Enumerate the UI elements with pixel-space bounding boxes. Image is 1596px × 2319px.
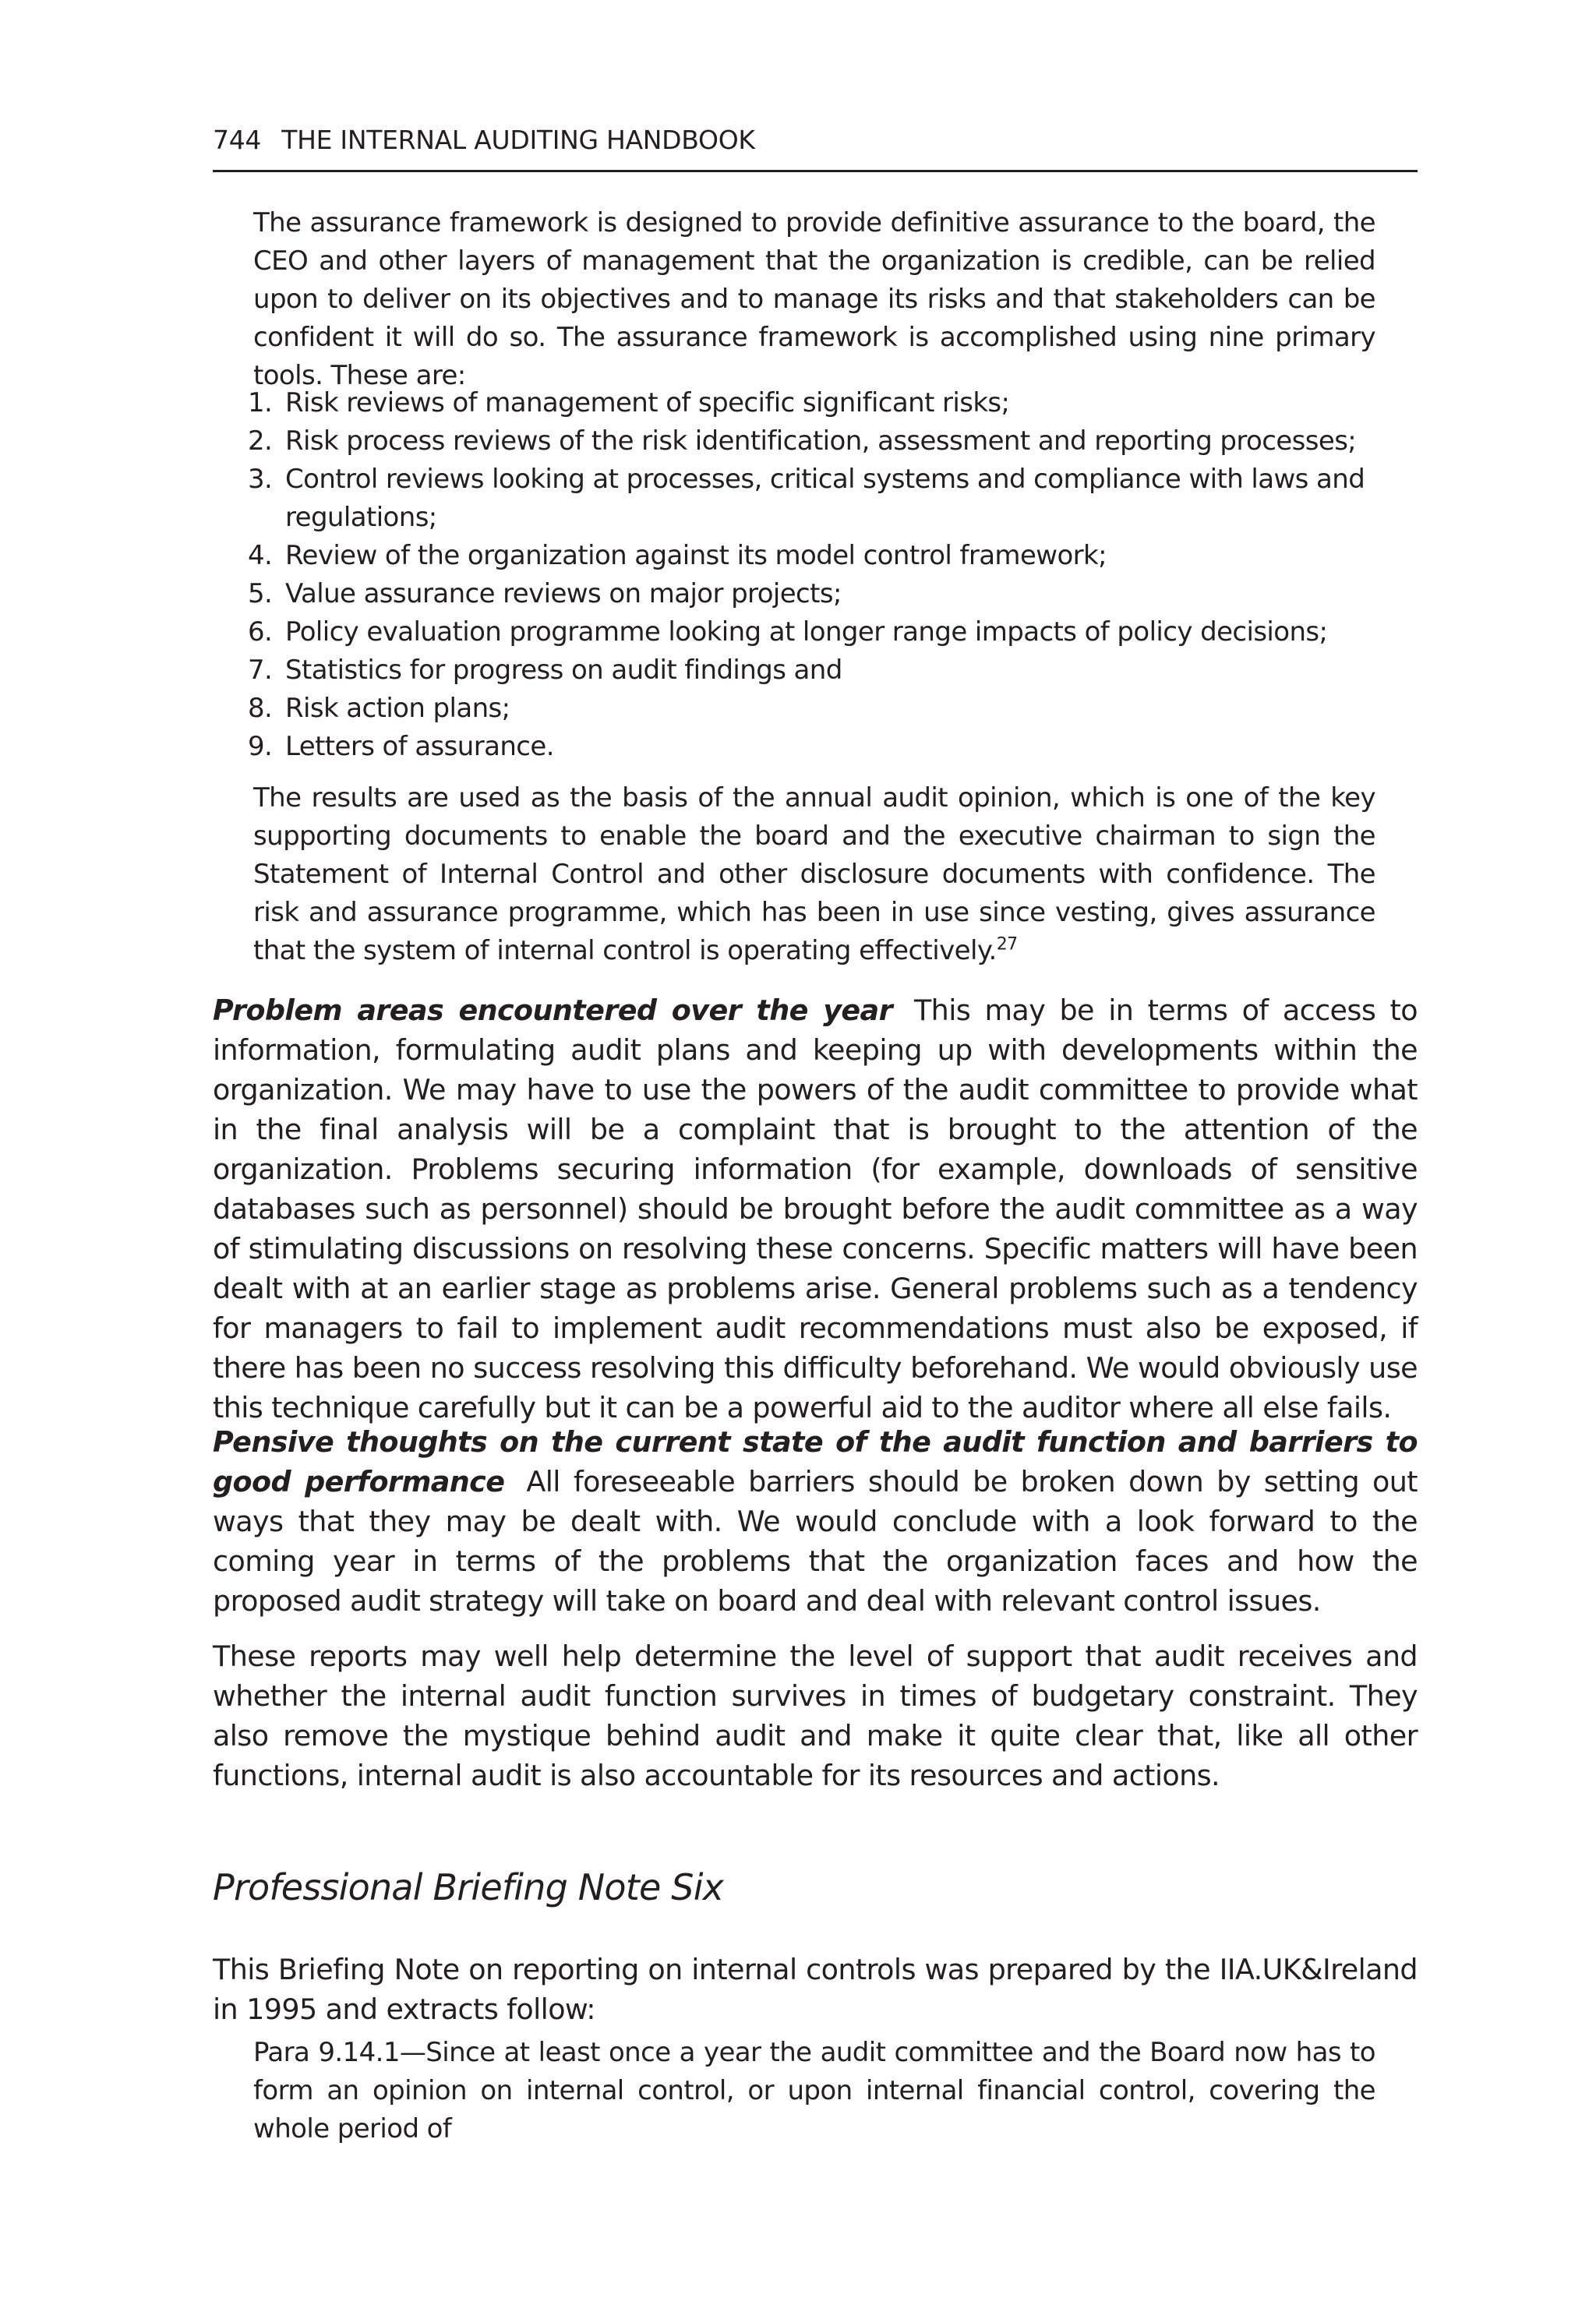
- paragraph-text: This may be in terms of access to information, formulating audit plans and keeping up with developments within the organization. We may have to use the powers of the audit committee to provide what in the final analysis will be a complaint that is brought to the attention of the organization. Problems securing information (for example, downloads of sensitive databases such as personnel) should be brought before the audit committee as a way of stimulating discussions on resolving these concerns. Specific matters will have been dealt with at an earlier stage as problems arise. General problems such as a tendency for managers to fail to implement audit recommendations must also be exposed, if there has been no success resolving this difficulty beforehand. We would obviously use this technique carefully but it can be a powerful aid to the auditor where all else fails.: [213, 994, 1418, 1424]
- results-quote-text: The results are used as the basis of the annual audit opinion, which is one of the key supporting documents to enable the board and the executive chairman to sign the Statement of Internal Control and other disclosure documents with confidence. The risk and assurance programme, which has been in use since vesting, gives assurance that the system of internal control is operating effectively.: [253, 782, 1375, 966]
- page-number: 744: [213, 125, 262, 155]
- paragraph-text: All foreseeable barriers should be broken down by setting out ways that they may be dealt with. We would conclude with a look forward to the coming year in terms of the problems that the organization faces and how the proposed audit strategy will take on board and deal with relevant control issues.: [213, 1465, 1418, 1618]
- results-quote: [253, 779, 1375, 970]
- footnote-marker: 27: [996, 934, 1018, 955]
- para-quote: Para 9.14.1—Since at least once a year the audit committee and the Board now has to form an opinion on internal control, or upon internal financial control, covering the whole period of: [253, 2037, 1375, 2144]
- list-item: 1. Risk reviews of management of specific significant risks;: [248, 387, 1010, 418]
- reports-paragraph: These reports may well help determine the level of support that audit receives and whether the internal audit function survives in times of budgetary constraint. They also remove the mystique behind audit and make it quite clear that, like all other functions, internal audit is also accountable for its resources and actions.: [213, 1640, 1418, 1792]
- problem-areas-paragraph: [213, 990, 1418, 1428]
- list-item: 3. Control reviews looking at processes, critical systems and compliance with laws and regulations;: [248, 464, 1365, 533]
- list-item: 8. Risk action plans;: [248, 693, 510, 724]
- running-title: THE INTERNAL AUDITING HANDBOOK: [281, 125, 755, 155]
- section-title: Professional Briefing Note Six: [213, 1866, 724, 1908]
- list-item: 5. Value assurance reviews on major projects;: [248, 578, 842, 609]
- list-item: 6. Policy evaluation programme looking at longer range impacts of policy decisions;: [248, 616, 1328, 648]
- list-item: 7. Statistics for progress on audit findings and: [248, 655, 842, 686]
- tools-list: [248, 384, 1378, 766]
- briefing-intro-paragraph: This Briefing Note on reporting on internal controls was prepared by the IIA.UK&Ireland in 1995 and extracts follow:: [213, 1953, 1418, 2026]
- list-item: 4. Review of the organization against its model control framework;: [248, 540, 1107, 571]
- run-in-heading: Pensive thoughts on the current state of the audit function and barriers to good performance: [213, 1425, 1418, 1498]
- intro-quote: The assurance framework is designed to provide definitive assurance to the board, the CEO and other layers of management that the organization is credible, can be relied upon to deliver on its objectives and to manage its risks and that stakeholders can be confident it will do so. The assurance framework is accomplished using nine primary tools. These are:: [253, 207, 1375, 391]
- list-item: 2. Risk process reviews of the risk identification, assessment and reporting processes;: [248, 425, 1357, 457]
- running-header: [213, 123, 1418, 172]
- run-in-heading: Problem areas encountered over the year: [213, 994, 892, 1027]
- pensive-thoughts-paragraph: [213, 1422, 1418, 1621]
- list-item: 9. Letters of assurance.: [248, 731, 554, 762]
